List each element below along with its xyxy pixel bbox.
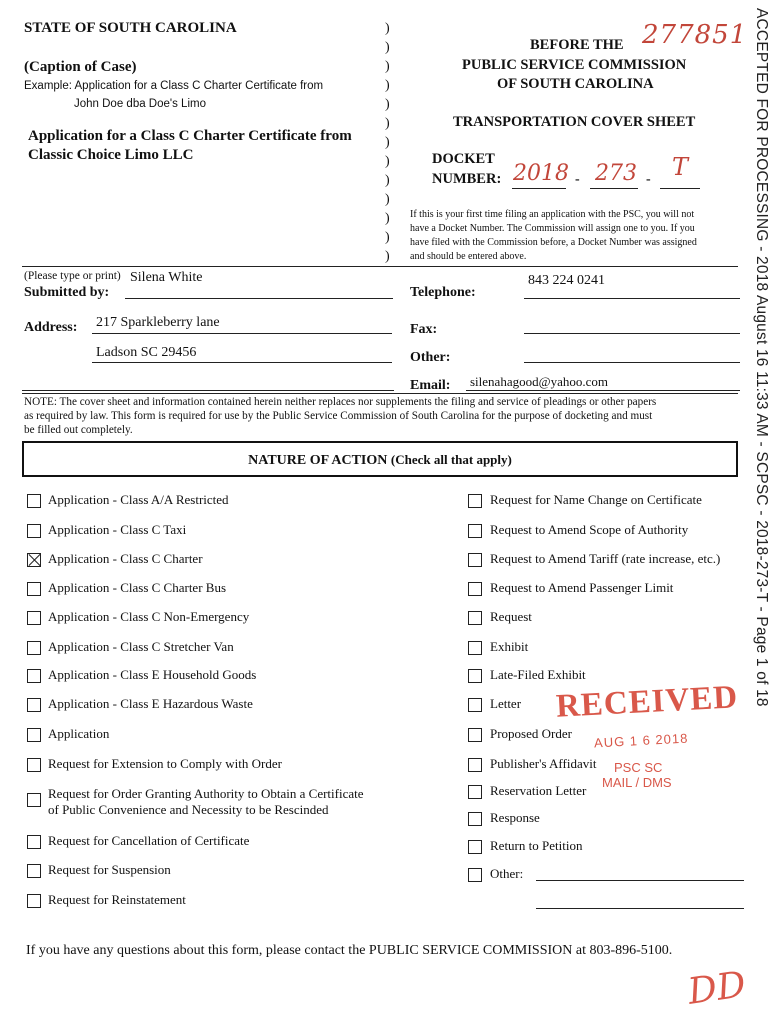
address-line-2[interactable]: Ladson SC 29456 <box>96 345 197 360</box>
left-action-checkbox-label-14: Request for Reinstatement <box>48 892 186 907</box>
right-action-checkbox-11[interactable] <box>468 785 482 799</box>
nature-of-action-title: NATURE OF ACTION <box>248 453 388 468</box>
left-action-checkbox-2[interactable] <box>27 524 41 538</box>
left-action-checkbox-10[interactable] <box>27 758 41 772</box>
received-stamp-office: PSC SC <box>614 760 663 775</box>
left-action-checkbox-label-6: Application - Class C Stretcher Van <box>48 639 234 654</box>
left-action-checkbox-label-10: Request for Extension to Comply with Order <box>48 756 282 771</box>
right-action-checkbox-label-7: Late-Filed Exhibit <box>490 667 586 682</box>
nature-of-action-subtitle: (Check all that apply) <box>390 452 512 467</box>
right-action-checkbox-label-4: Request to Amend Passenger Limit <box>490 580 674 595</box>
right-action-checkbox-label-13: Return to Petition <box>490 838 583 853</box>
please-type-label: (Please type or print) <box>24 270 121 282</box>
accepted-for-processing-stamp: ACCEPTED FOR PROCESSING - 2018 August 16 11:33 AM - SCPSC - 2018-273-T - Page 1 of 18 <box>753 8 770 707</box>
right-action-checkbox-label-3: Request to Amend Tariff (rate increase, etc.) <box>490 551 721 566</box>
right-action-checkbox-14[interactable] <box>468 868 482 882</box>
submitted-by-label: Submitted by: <box>24 285 110 300</box>
right-action-checkbox-4[interactable] <box>468 582 482 596</box>
right-action-checkbox-8[interactable] <box>468 698 482 712</box>
right-action-checkbox-label-1: Request for Name Change on Certificate <box>490 492 702 507</box>
commission-line-1: PUBLIC SERVICE COMMISSION <box>462 57 687 73</box>
left-action-checkbox-4[interactable] <box>27 582 41 596</box>
commission-line-2: OF SOUTH CAROLINA <box>497 76 654 92</box>
left-action-checkbox-label-7: Application - Class E Household Goods <box>48 667 257 682</box>
address-label: Address: <box>24 320 78 335</box>
right-action-checkbox-5[interactable] <box>468 611 482 625</box>
left-action-checkbox-3[interactable] <box>27 553 41 567</box>
left-action-checkbox-5[interactable] <box>27 611 41 625</box>
footer-contact-text: If you have any questions about this form, please contact the PUBLIC SERVICE COMMISSION at 803-896-5100. <box>26 943 673 958</box>
left-action-checkbox-1[interactable] <box>27 494 41 508</box>
left-action-checkbox-8[interactable] <box>27 698 41 712</box>
right-action-checkbox-7[interactable] <box>468 669 482 683</box>
left-action-checkbox-9[interactable] <box>27 728 41 742</box>
left-action-checkbox-label-11: Request for Order Granting Authority to Obtain a Certificate <box>48 786 364 801</box>
example-line-2: John Doe dba Doe's Limo <box>74 98 206 110</box>
left-action-checkbox-label-5: Application - Class C Non-Emergency <box>48 609 250 624</box>
right-action-checkbox-label-12: Response <box>490 810 540 825</box>
received-stamp-word: RECEIVED <box>555 679 739 725</box>
right-action-checkbox-label-10: Publisher's Affidavit <box>490 756 597 771</box>
state-heading: STATE OF SOUTH CAROLINA <box>24 20 237 36</box>
right-action-checkbox-label-14: Other: <box>490 866 524 881</box>
submitted-by-value[interactable]: Silena White <box>130 270 203 285</box>
telephone-value[interactable]: 843 224 0241 <box>528 273 605 288</box>
right-action-checkbox-label-8: Letter <box>490 696 522 711</box>
right-action-checkbox-1[interactable] <box>468 494 482 508</box>
left-action-checkbox-13[interactable] <box>27 864 41 878</box>
handwritten-number: 277851 <box>642 20 748 50</box>
left-action-checkbox-label-12: Request for Cancellation of Certificate <box>48 833 250 848</box>
other-contact-field[interactable] <box>524 362 740 363</box>
left-action-checkbox-label-8: Application - Class E Hazardous Waste <box>48 696 253 711</box>
email-label: Email: <box>410 378 451 393</box>
address-line-1[interactable]: 217 Sparkleberry lane <box>96 315 220 330</box>
before-the-label: BEFORE THE <box>530 37 624 53</box>
left-action-checkbox-label-4: Application - Class C Charter Bus <box>48 580 227 595</box>
left-action-checkbox-label-11-line2: of Public Convenience and Necessity to be Rescinded <box>48 802 329 817</box>
right-action-checkbox-3[interactable] <box>468 553 482 567</box>
docket-type[interactable]: T <box>672 153 689 181</box>
left-action-checkbox-label-1: Application - Class A/A Restricted <box>48 492 229 507</box>
docket-label-1: DOCKET <box>432 151 495 167</box>
received-stamp-date: AUG 1 6 2018 <box>593 730 689 751</box>
right-action-checkbox-label-2: Request to Amend Scope of Authority <box>490 522 689 537</box>
right-action-checkbox-12[interactable] <box>468 812 482 826</box>
right-action-checkbox-9[interactable] <box>468 728 482 742</box>
left-action-checkbox-12[interactable] <box>27 835 41 849</box>
handwritten-initials: DD <box>685 964 749 1013</box>
fax-label: Fax: <box>410 322 438 337</box>
caption-heading: (Caption of Case) <box>24 59 137 75</box>
fax-field[interactable] <box>524 333 740 334</box>
cover-sheet-title: TRANSPORTATION COVER SHEET <box>453 114 696 130</box>
example-line-1: Example: Application for a Class C Charter Certificate from <box>24 80 324 92</box>
right-action-checkbox-2[interactable] <box>468 524 482 538</box>
left-action-checkbox-7[interactable] <box>27 669 41 683</box>
received-stamp-dept: MAIL / DMS <box>602 775 672 790</box>
right-action-checkbox-10[interactable] <box>468 758 482 772</box>
right-action-checkbox-label-6: Exhibit <box>490 639 529 654</box>
right-action-checkbox-13[interactable] <box>468 840 482 854</box>
right-action-checkbox-label-5: Request <box>490 609 532 624</box>
left-action-checkbox-11[interactable] <box>27 793 41 807</box>
email-value[interactable]: silenahagood@yahoo.com <box>470 374 608 389</box>
other-contact-label: Other: <box>410 350 451 365</box>
left-action-checkbox-label-9: Application <box>48 726 110 741</box>
right-action-checkbox-6[interactable] <box>468 641 482 655</box>
left-action-checkbox-label-3: Application - Class C Charter <box>48 551 203 566</box>
telephone-label: Telephone: <box>410 285 476 300</box>
right-action-checkbox-label-9: Proposed Order <box>490 726 572 741</box>
nature-of-action-header <box>22 441 738 477</box>
left-action-checkbox-label-13: Request for Suspension <box>48 862 171 877</box>
docket-year[interactable]: 2018 <box>513 161 569 186</box>
application-title-line-1: Application for a Class C Charter Certificate from <box>28 128 352 144</box>
docket-number[interactable]: 273 <box>595 161 637 186</box>
other-action-field[interactable] <box>536 880 744 881</box>
application-title-line-2: Classic Choice Limo LLC <box>28 147 194 163</box>
right-action-checkbox-label-11: Reservation Letter <box>490 783 587 798</box>
left-action-checkbox-14[interactable] <box>27 894 41 908</box>
left-action-checkbox-label-2: Application - Class C Taxi <box>48 522 187 537</box>
docket-label-2: NUMBER: <box>432 171 502 187</box>
left-action-checkbox-6[interactable] <box>27 641 41 655</box>
